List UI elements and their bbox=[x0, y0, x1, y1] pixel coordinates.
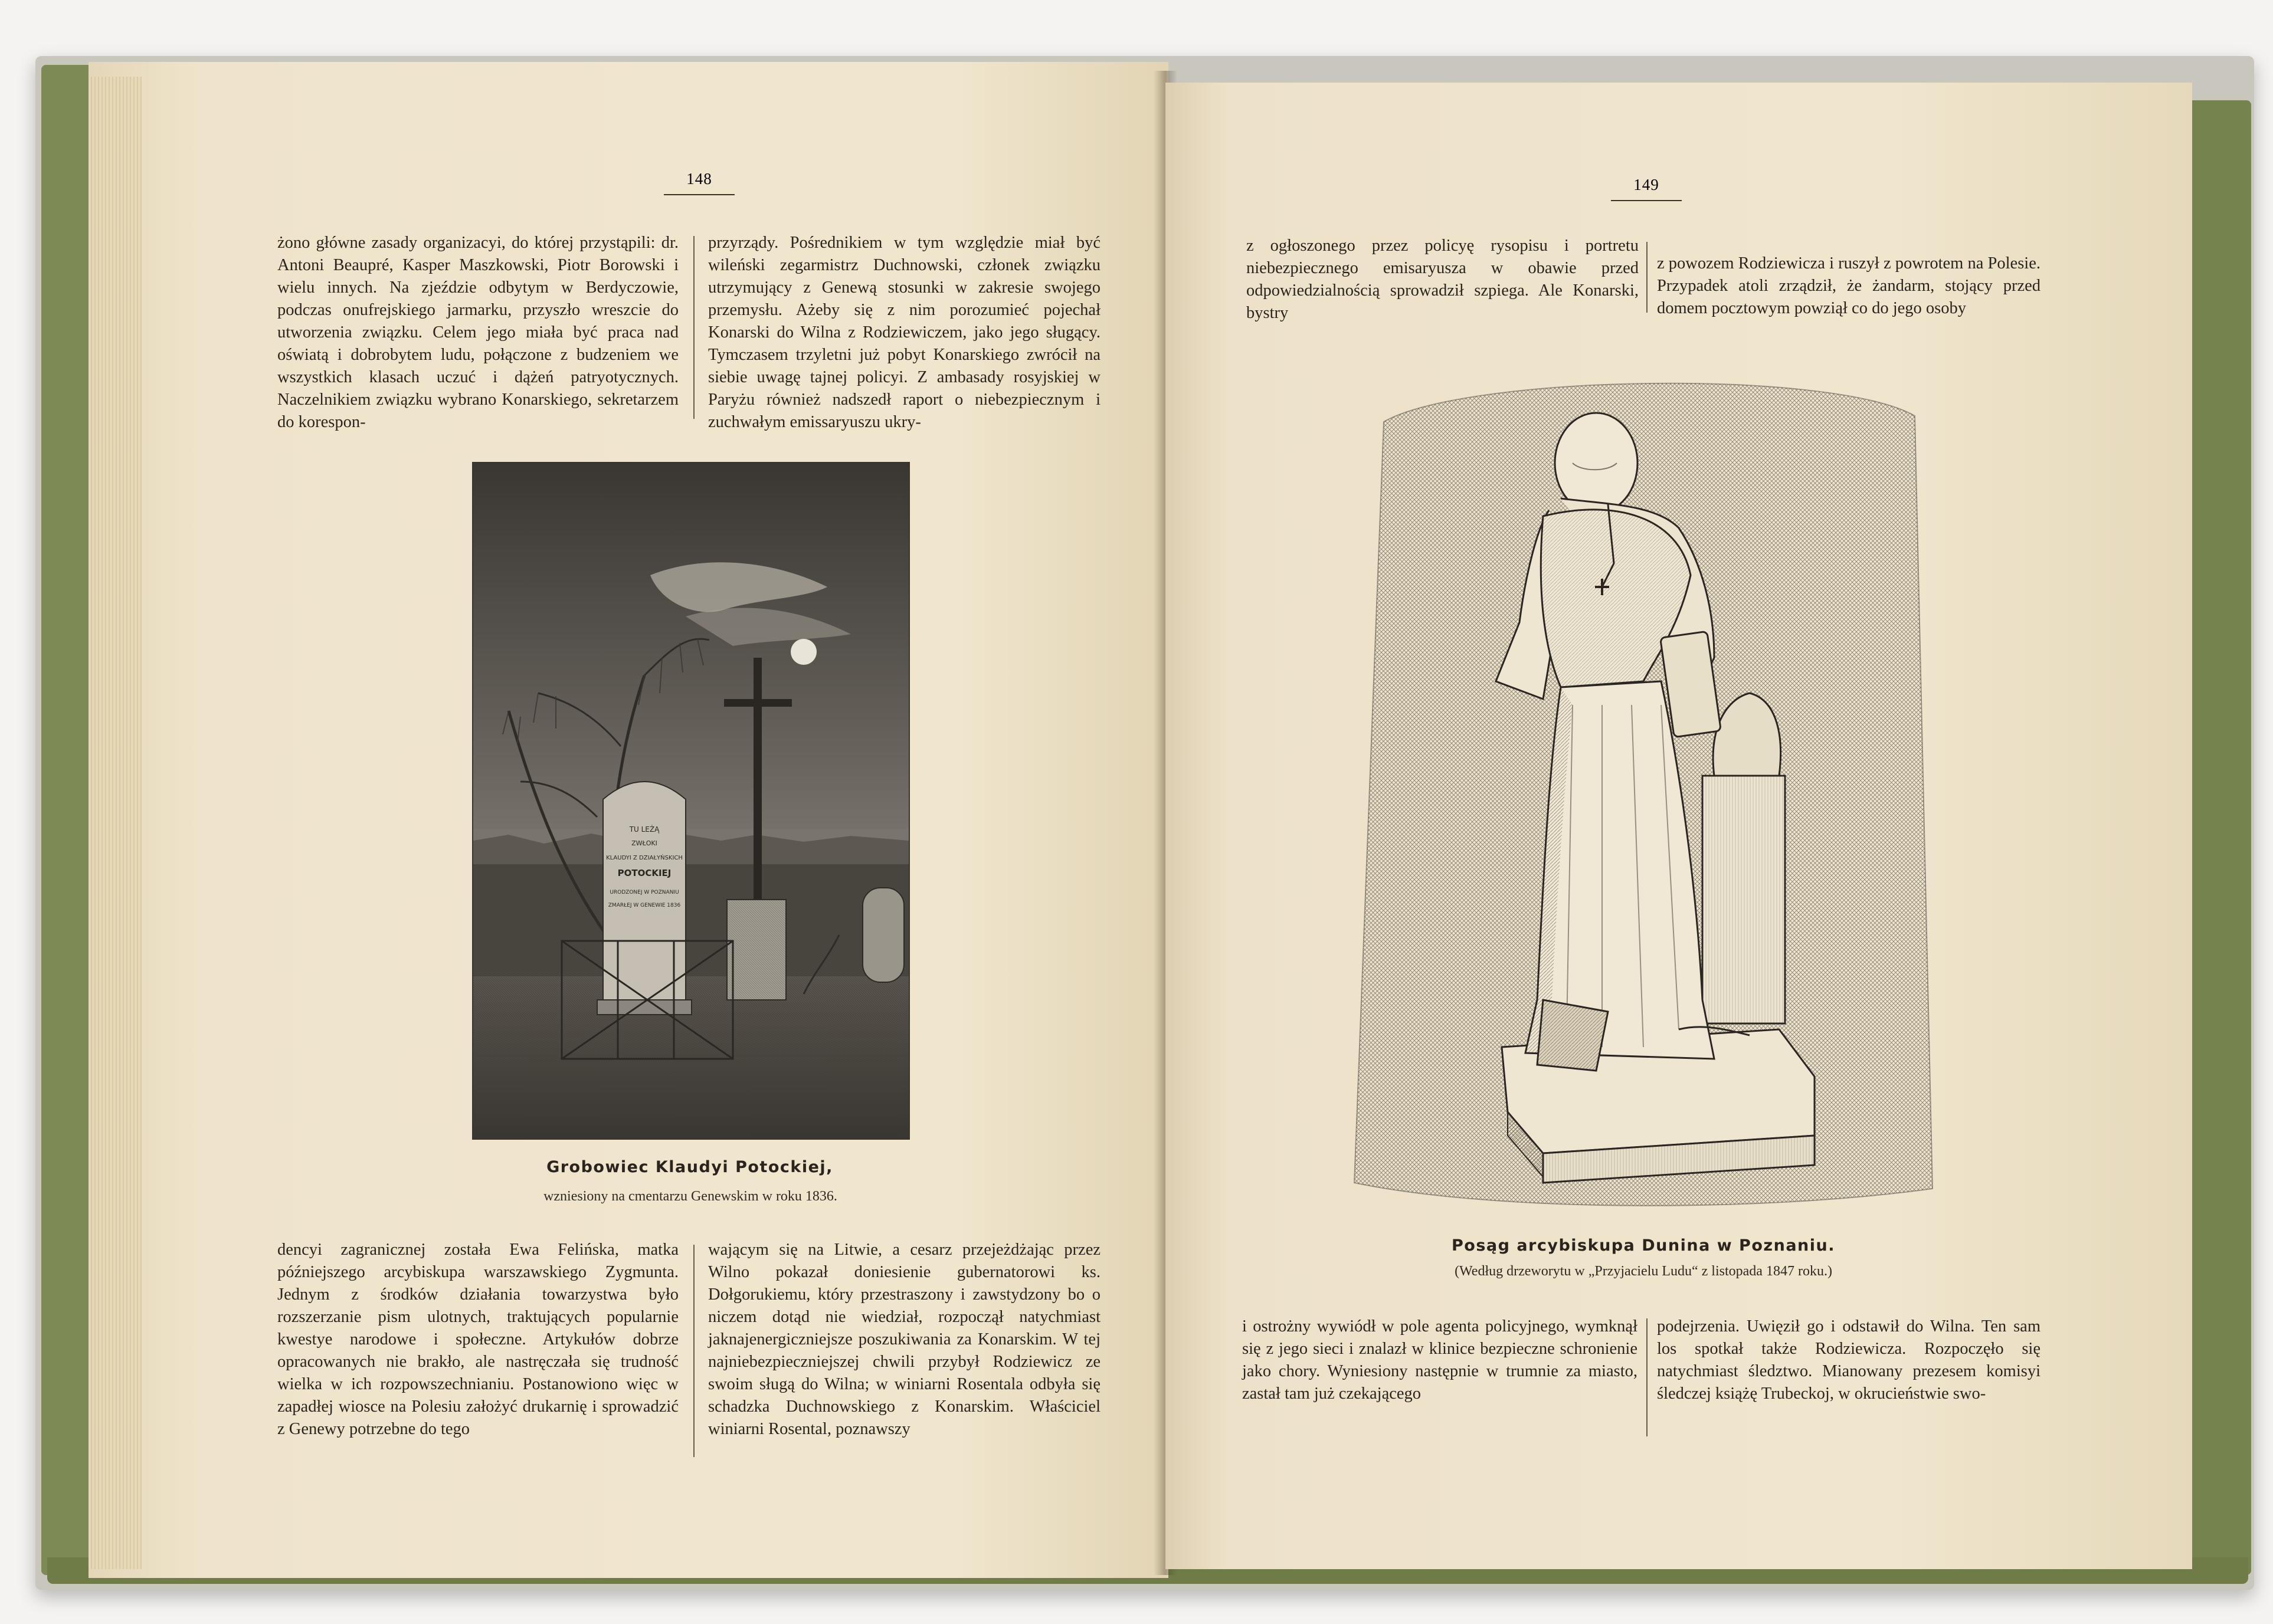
tomb-illustration bbox=[473, 463, 909, 1139]
inscription-line: TU LEŻĄ bbox=[629, 825, 660, 834]
left-top-column-1 bbox=[277, 232, 679, 434]
inscription-line: POTOCKIEJ bbox=[617, 868, 672, 878]
column-rule bbox=[693, 236, 695, 419]
column-rule bbox=[1646, 1318, 1648, 1436]
book-cover-right bbox=[2183, 100, 2251, 1575]
left-figure-caption-title: Grobowiec Klaudyi Potockiej, bbox=[546, 1158, 833, 1176]
paragraph: przyrządy. Pośrednikiem w tym względzie miał być wileński zegarmistrz Duchnowski, członek związku utrzymujący z Genewą stosunki w zakresie swojego przemysłu. Ażeby się z nim porozumieć pojechał Konarski do Wilna z Rodziewiczem, jako jego sługący. Tymczasem trzyletni już pobyt Konarskiego zwrócił na siebie uwagę tajnej policyi. Z ambasady rosyjskiej w Paryżu również nadszedł raport o niebezpiecznym i zuchwałym emissaryuszu ukry- bbox=[708, 234, 1101, 431]
column-rule bbox=[693, 1245, 695, 1457]
page-edges bbox=[89, 77, 142, 1569]
paragraph: dencyi zagranicznej została Ewa Felińska, matka późniejszego arcybiskupa warszawskiego Zygmunta. Jednym z środków działania towarzystwa było rozszerzanie pism ulotnych, traktujących popularnie kwestye narodowe i społeczne. Artykułów dobrze opracowanych nie brakło, ale nastręczała się trudność wielka w ich rozpowszechnianiu. Postanowiono więc w zapadłej wiosce na Polesiu założyć drukarnię i sprowadzić z Genewy potrzebne do tego bbox=[277, 1241, 679, 1438]
inscription-line: KLAUDYI Z DZIAŁYŃSKICH bbox=[606, 855, 683, 861]
paragraph: wającym się na Litwie, a cesarz przejeżdżając przez Wilno pokazał doniesienie gubernatorowi ks. Dołgorukiemu, który przestraszony i zawstydzony bo o niczem dotąd nie wiedział, rozpoczął natychmiast jaknajenergiczniejsze poszukiwania za Konarskim. W tej najniebezpieczniejszej chwili przybył Rodziewicz ze swoim sługą do Wilna; w winiarni Rosentala odbyła się schadzka Duchnowskiego z Konarskim. Właściciel winiarni Rosental, poznawszy bbox=[708, 1241, 1101, 1438]
tomb-engraving bbox=[472, 462, 910, 1140]
statue-illustration bbox=[1348, 351, 1938, 1221]
column-rule bbox=[1646, 242, 1648, 313]
statue-engraving bbox=[1348, 351, 1938, 1221]
left-bottom-column-1 bbox=[277, 1239, 679, 1441]
left-figure-caption-subtitle: wzniesiony na cmentarzu Genewskim w roku 1836. bbox=[543, 1189, 837, 1204]
inscription-line: ZWŁOKI bbox=[631, 839, 657, 847]
inscription-line: URODZONEJ W POZNANIU bbox=[610, 890, 679, 895]
page-number-right: 149 bbox=[1593, 176, 1699, 201]
paragraph: podejrzenia. Uwięził go i odstawił do Wilna. Ten sam los spotkał także Rodziewicza. Rozpoczęło się natychmiast śledztwo. Mianowany prezesem komisyi śledczej książę Trubeckoj, w okrucieństwie swo- bbox=[1657, 1317, 2041, 1403]
right-top-column-1 bbox=[1246, 235, 1639, 324]
inscription-line: ZMARŁEJ W GENEWIE 1836 bbox=[608, 903, 681, 908]
left-bottom-column-2 bbox=[708, 1239, 1101, 1441]
paragraph: z powozem Rodziewicza i ruszył z powrotem na Polesie. Przypadek atoli zrządził, że żandarm, stojący przed domem pocztowym powziął co do jego osoby bbox=[1657, 254, 2041, 317]
right-bottom-column-1 bbox=[1242, 1315, 1637, 1405]
paragraph: z ogłoszonego przez policyę rysopisu i portretu niebezpiecznego emisaryusza w obawie przed odpowiedzialnością sprowadził szpiega. Ale Konarski, bystry bbox=[1246, 237, 1639, 322]
right-figure-caption-title: Posąg arcybiskupa Dunina w Poznaniu. bbox=[1451, 1236, 1836, 1255]
paragraph: żono główne zasady organizacyi, do której przystąpili: dr. Antoni Beaupré, Kasper Maszkowski, Piotr Borowski i wielu innych. Na zjeździe odbytym w Berdyczowie, podczas onufrejskiego jarmarku, przyszło wreszcie do utworzenia związku. Celem jego miała być praca nad oświatą i dobrobytem ludu, połączone z budzeniem we wszystkich klasach uczuć i dążeń patryotycznych. Naczelnikiem związku wybrano Konarskiego, sekretarzem do korespon- bbox=[277, 234, 679, 431]
left-top-column-2 bbox=[708, 232, 1101, 434]
page-number-left: 148 bbox=[643, 170, 755, 195]
right-top-column-2 bbox=[1657, 252, 2041, 320]
right-figure-caption-subtitle: (Według drzeworytu w „Przyjacielu Ludu“ z listopada 1847 roku.) bbox=[1455, 1264, 1832, 1279]
right-bottom-column-2 bbox=[1657, 1315, 2041, 1405]
paragraph: i ostrożny wywiódł w pole agenta policyjnego, wymknął się z jego sieci i znalazł w klinice bezpieczne schronienie jako chory. Wyniesiony następnie w trumnie za miasto, zastał tam już czekającego bbox=[1242, 1317, 1637, 1403]
